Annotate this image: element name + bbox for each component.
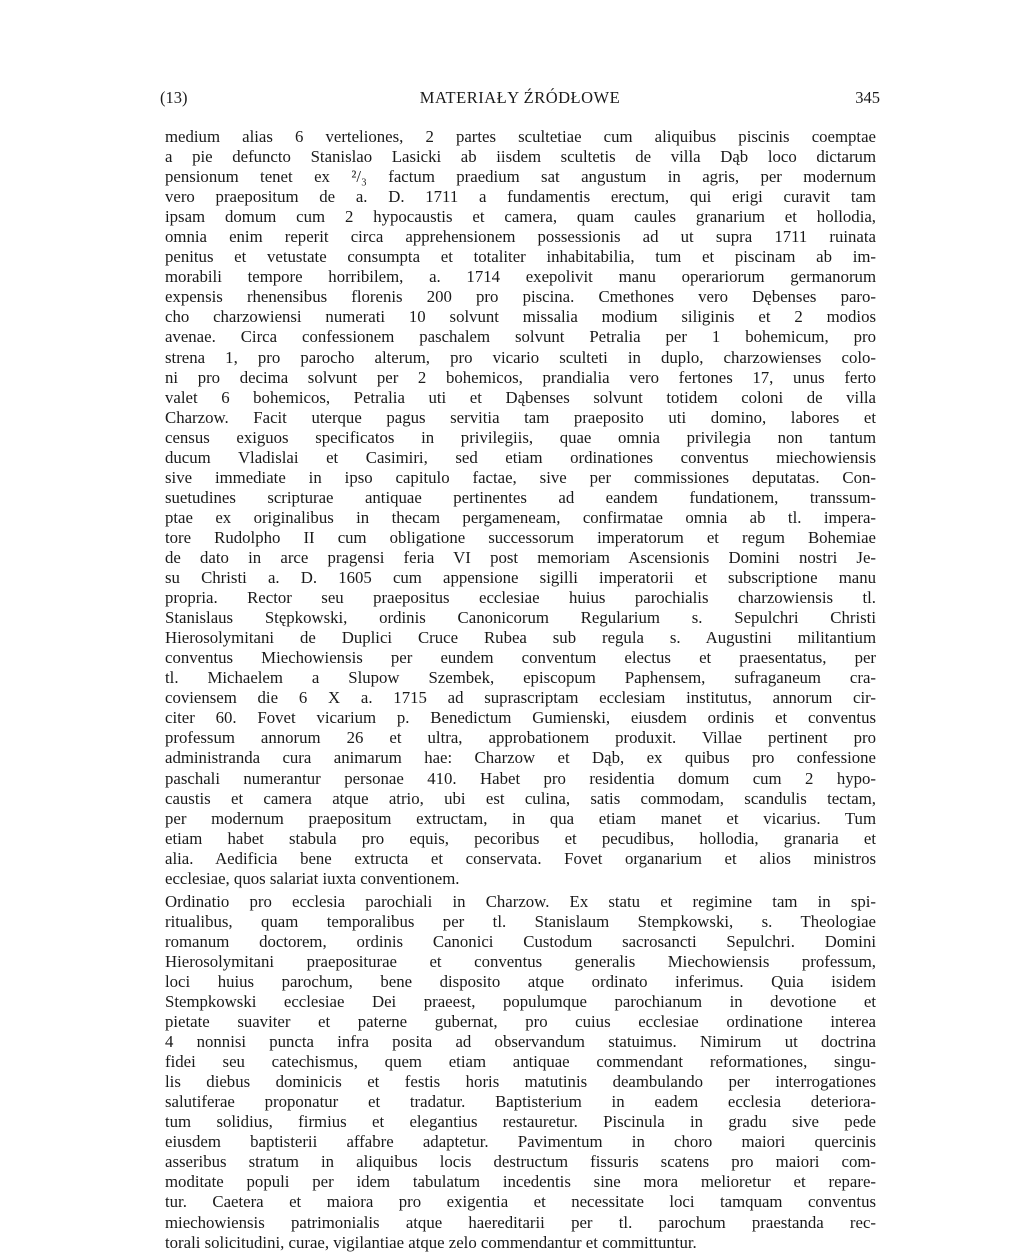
text-line: Stempkowski ecclesiae Dei praeest, populumque parochianum in devotione et [165,992,876,1012]
text-line: census exiguos specificatos in privilegiis, quae omnia privilegia non tantum [165,427,876,447]
text-line: paschali numerantur personae 410. Habet pro residentia domum cum 2 hypo- [165,768,876,788]
paragraph [165,892,876,1253]
text-line: cho charzowiensi numerati 10 solvunt missalia modium siliginis et 2 modios [165,307,876,327]
paragraph [165,127,876,889]
text-line: pietate suaviter et paterne gubernat, pro cuius ecclesiae ordinatione interea [165,1012,876,1032]
text-line: salutiferae proponatur et tradatur. Baptisterium in eadem ecclesia deteriora- [165,1092,876,1112]
text-line: miechowiensis patrimonialis atque haereditarii per tl. parochum praestanda rec- [165,1212,876,1232]
text-line: Charzow. Facit uterque pagus servitia tam praeposito uti domino, labores et [165,407,876,427]
text-line: Hierosolymitani praepositurae et conventus generalis Miechowiensis professum, [165,951,876,971]
text-line: per modernum praepositum extructam, in qua etiam manet et vicarius. Tum [165,808,876,828]
text-line: caustis et camera atque atrio, ubi est culina, satis commodam, scandulis tectam, [165,788,876,808]
text-line: moditate populi per idem tabulatum incedentis sine mora melioretur et repare- [165,1172,876,1192]
text-line: Ordinatio pro ecclesia parochiali in Charzow. Ex statu et regimine tam in spi- [165,891,876,911]
text-line: a pie defuncto Stanislao Lasicki ab iisdem scultetis de villa Dąb loco dictarum [165,147,876,167]
text-line: avenae. Circa confessionem paschalem solvunt Petralia per 1 bohemicum, pro [165,327,876,347]
text-line: ecclesiae, quos salariat iuxta conventionem. [165,868,460,888]
text-line: ptae ex originalibus in thecam pergameneam, confirmatae omnia ab tl. impera- [165,507,876,527]
text-line: citer 60. Fovet vicarium p. Benedictum Gumienski, eiusdem ordinis et conventus [165,708,876,728]
text-line: sive immediate in ipso capitulo factae, sive per commissiones deputatas. Con- [165,467,876,487]
text-line: su Christi a. D. 1605 cum appensione sigilli imperatorii et subscriptione manu [165,568,876,588]
text-line: administranda cura animarum hae: Charzow et Dąb, ex quibus pro confessione [165,748,876,768]
text-line: conventus Miechowiensis per eundem conventum electus et praesentatus, per [165,648,876,668]
text-line: suetudines scripturae antiquae pertinentes ad eandem fundationem, transsum- [165,487,876,507]
text-line: de dato in arce pragensi feria VI post memoriam Ascensionis Domini nostri Je- [165,547,876,567]
section-number: (13) [160,88,188,107]
text-line: professum annorum 26 et ultra, approbationem produxit. Villae pertinent pro [165,728,876,748]
running-title: MATERIAŁY ŹRÓDŁOWE [419,88,621,107]
text-line: etiam habet stabula pro equis, pecoribus et pecudibus, hollodia, granaria et [165,828,876,848]
text-line: propria. Rector seu praepositus ecclesiae huius parochialis charzowiensis tl. [165,588,876,608]
text-line: expensis rhenensibus florenis 200 pro piscina. Cmethones vero Dębenses paro- [165,287,876,307]
text-line: alia. Aedificia bene extructa et conservata. Fovet organarium et alios ministros [165,848,876,868]
text-line: eiusdem baptisterii affabre adaptetur. Pavimentum in choro maiori quercinis [165,1132,876,1152]
running-header [160,88,880,114]
text-line: torali solicitudini, curae, vigilantiae atque zelo commendantur et committuntur. [165,1232,697,1252]
text-line: asseribus stratum in aliquibus locis destructum fissuris scatens pro maiori com- [165,1152,876,1172]
text-line: ritualibus, quam temporalibus per tl. Stanislaum Stempkowski, s. Theologiae [165,911,876,931]
text-line: romanum doctorem, ordinis Canonici Custodum sacrosancti Sepulchri. Domini [165,931,876,951]
text-line: ducum Vladislai et Casimiri, sed etiam ordinationes conventus miechowiensis [165,447,876,467]
text-line: 4 nonnisi puncta infra posita ad observandum statuimus. Nimirum ut doctrina [165,1032,876,1052]
text-line: morabili tempore horribilem, a. 1714 exepolivit manu operariorum germanorum [165,267,876,287]
text-line: coviensem die 6 X a. 1715 ad suprascriptam ecclesiam institutus, annorum cir- [165,688,876,708]
text-line: valet 6 bohemicos, Petralia uti et Dąbenses solvunt totidem coloni de villa [165,387,876,407]
text-line: fidei seu catechismus, quem etiam antiquae commendant reformationes, singu- [165,1052,876,1072]
text-line: tl. Michaelem a Slupow Szembek, episcopum Paphensem, sufraganeum cra- [165,668,876,688]
text-line: vero praepositum de a. D. 1711 a fundamentis erectum, qui erigi curavit tam [165,187,876,207]
text-line: penitus et vetustate consumpta et totaliter inhabitabilia, tum et piscinam ab im- [165,247,876,267]
text-line: strena 1, pro parocho alterum, pro vicario sculteti in duplo, charzowienses colo- [165,347,876,367]
text-line: tur. Caetera et maiora pro exigentia et necessitate loci tamquam conventus [165,1192,876,1212]
text-line: medium alias 6 verteliones, 2 partes scultetiae cum aliquibus piscinis coemptae [165,127,876,146]
text-line: tore Rudolpho II cum obligatione successorum imperatorum et regum Bohemiae [165,527,876,547]
text-line: lis diebus dominicis et festis horis matutinis deambulando per interrogationes [165,1072,876,1092]
text-line: tum solidius, firmius et elegantius restauretur. Piscinula in gradu sive pede [165,1112,876,1132]
body-text [165,127,876,1253]
text-line: Hierosolymitani de Duplici Cruce Rubea sub regula s. Augustini militantium [165,628,876,648]
text-line: ipsam domum cum 2 hypocaustis et camera, quam caules granarium et hollodia, [165,207,876,227]
text-line: omnia enim reperit circa apprehensionem possessionis ad ut supra 1711 ruinata [165,227,876,247]
page-number: 345 [855,88,880,107]
text-line: Stanislaus Stępkowski, ordinis Canonicorum Regularium s. Sepulchri Christi [165,608,876,628]
text-line: ni pro decima solvunt per 2 bohemicos, prandialia vero fertones 17, unus ferto [165,367,876,387]
text-line: pensionum tenet ex ²/₃ factum praedium sat angustum in agris, per modernum [165,167,876,187]
text-line: loci huius parochum, bene disposito atque ordinato inferimus. Quia isidem [165,971,876,991]
